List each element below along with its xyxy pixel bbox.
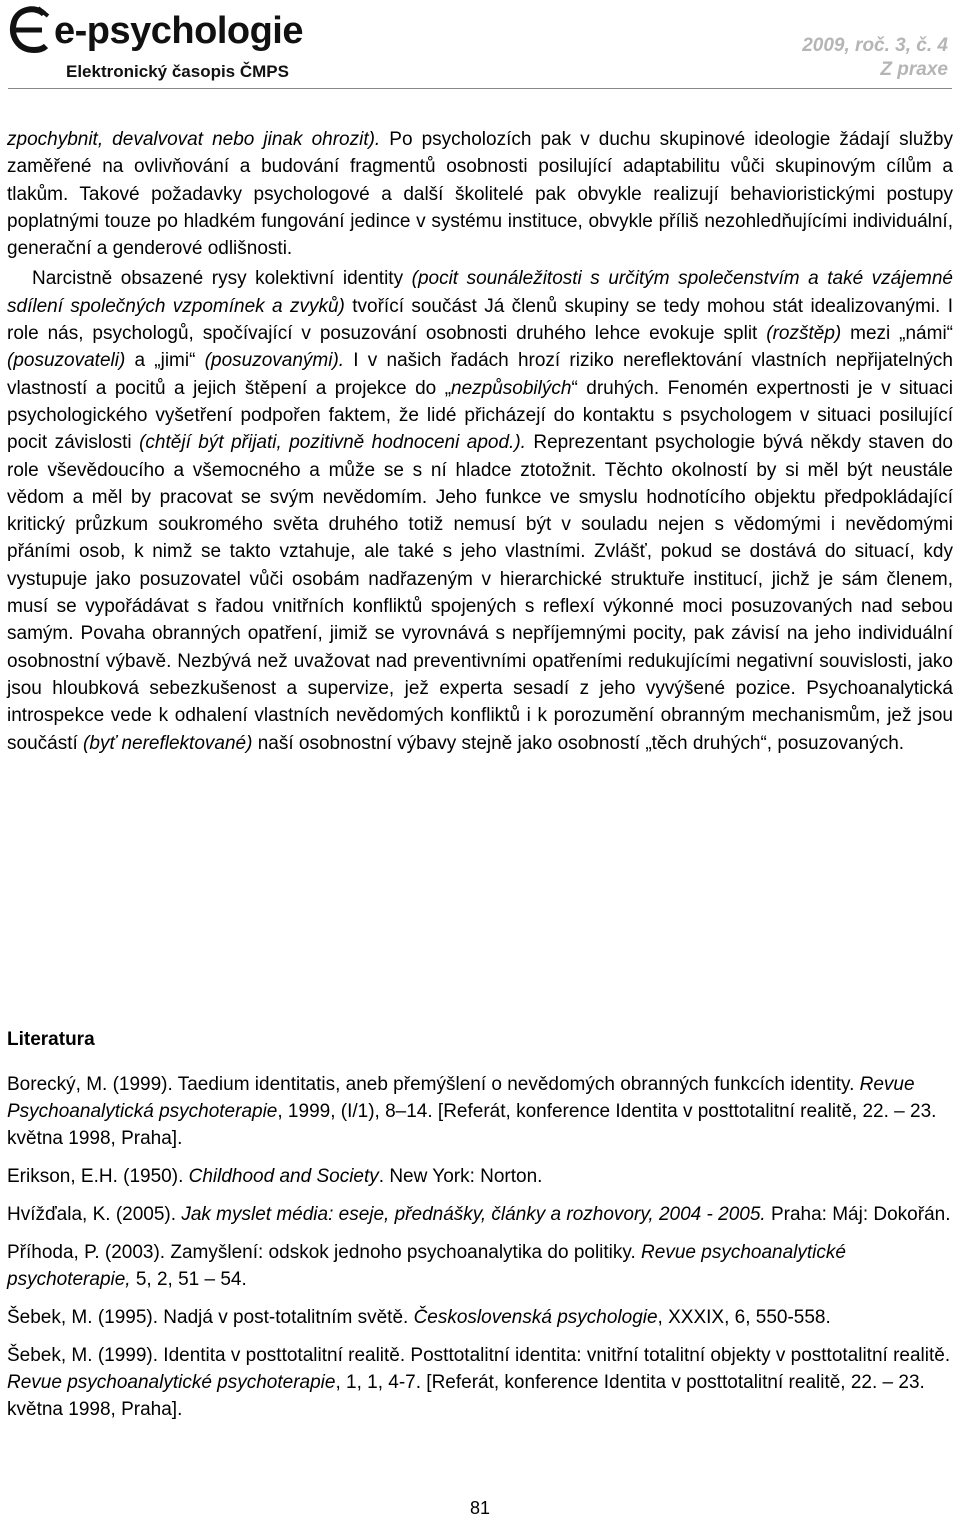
header-divider (8, 88, 952, 89)
italic-text: (byť nereflektované) (83, 732, 253, 754)
text-run: naší osobnostní výbavy stejně jako osobností „těch druhých“, posuzovaných. (252, 732, 905, 754)
italic-text: zpochybnit, devalvovat nebo jinak ohrozit). (7, 129, 381, 150)
text-run: I v našich řadách hrozí riziko nereflektování vlastních nepřijatelných vlastností a pocitů a jejich štěpení a projekce do „ (7, 350, 953, 399)
article-body (7, 126, 953, 757)
logo-subtitle: Elektronický časopis ČMPS (66, 62, 289, 81)
text-run: , 1999, (I/1), 8–14. [Referát, konference Identita v posttotalitní realitě, 22. – 23. května 1998, Praha]. (7, 1101, 937, 1149)
section-name: Z praxe (880, 59, 948, 80)
reference-entry (7, 1304, 953, 1331)
text-run: mezi „námi“ (841, 323, 953, 345)
issue-meta (802, 34, 948, 82)
paragraph (7, 126, 953, 262)
text-run: Příhoda, P. (2003). Zamyšlení: odskok jednoho psychoanalytika do politiky. (7, 1242, 642, 1263)
reference-entry (7, 1071, 953, 1152)
text-run: , XXXIX, 6, 550-558. (657, 1307, 831, 1328)
italic-text: (rozštěp) (766, 323, 842, 345)
text-run: Narcistně obsazené rysy kolektivní identity (32, 268, 412, 290)
italic-text: Československá psychologie (413, 1307, 658, 1328)
page-number: 81 (469, 1498, 491, 1518)
references-heading: Literatura (7, 1029, 95, 1050)
text-run: Šebek, M. (1995). Nadjá v post-totalitním světě. (7, 1307, 414, 1328)
logo-title: e-psychologie (54, 10, 303, 52)
issue-info: 2009, roč. 3, č. 4 (802, 35, 948, 56)
reference-entry (7, 1201, 953, 1228)
text-run: 5, 2, 51 – 54. (130, 1269, 247, 1290)
text-run: Praha: Máj: Dokořán. (765, 1204, 951, 1225)
italic-text: (posuzovanými). (204, 350, 345, 372)
paragraph (7, 265, 953, 756)
text-run: , 1, 1, 4-7. [Referát, konference Identita v posttotalitní realitě, 22. – 23. května 1998, Praha]. (7, 1372, 925, 1420)
reference-entry (7, 1163, 953, 1190)
italic-text: (chtějí být přijati, pozitivně hodnoceni apod.). (139, 432, 526, 454)
italic-text: Jak myslet média: eseje, přednášky, články a rozhovory, 2004 - 2005. (181, 1204, 766, 1225)
reference-entry (7, 1239, 953, 1293)
italic-text: Revue psychoanalytické psychoterapie (7, 1372, 336, 1393)
text-run: tvořící součást Já členů skupiny se tedy mohou stát idealizovanými. I role nás, psychologů, spočívající v posuzování osobnosti druhého lehce evokuje split (7, 295, 953, 345)
text-run: Borecký, M. (1999). Taedium identitatis, aneb přemýšlení o nevědomých obranných funkcích identity. (7, 1074, 860, 1095)
logo-e-mark-icon (8, 6, 52, 60)
text-run: “ druhých. Fenomén expertnosti je v situaci psychologického vyšetření podpořen faktem, že lidé přicházejí do kontaktu s psychologem v situaci posilující pocit závislosti (7, 377, 953, 454)
text-run: Reprezentant psychologie bývá někdy staven do role vševědoucího a všemocného a může se s ní hladce ztotožnit. Těchto okolností by si měl být neustále vědom a měl by pracovat se svým nevědomím. Jeho funkce ve smyslu hodnotícího objektu předpokládající kritický průzkum soukromého světa druhého totiž nemusí být v souladu nejen s vědomými i nevědomými přáními osob, k nimž se takto vztahuje, ale také s jeho vlastními. Zvlášť, pokud se dostává do situací, kdy vystupuje jako posuzovatel vůči osobám nadřazeným v hierarchické struktuře institucí, jichž je sám členem, musí se vypořádávat s řadou vnitřních konfliktů spojených s reflexí výkonné moci posuzovaných nad sebou samým. Povaha obranných opatření, jimiž se vyrovnává s nepříjemnými pocity, pak závisí na jeho individuální osobnostní výbavě. Nezbývá než uvažovat nad preventivními opatřeními redukujícími negativní souvislosti, jako jsou hloubková sebezkušenost a supervize, jež experta sesadí z jeho vyvýšené pozice. Psychoanalytická introspekce vede k odhalení vlastních nevědomých konfliktů i k porozumění obranným mechanismům, jež jsou součástí (7, 432, 953, 754)
text-run: Erikson, E.H. (1950). (7, 1166, 189, 1187)
italic-text: (posuzovateli) (7, 350, 126, 372)
text-run: Šebek, M. (1999). Identita v posttotalitní realitě. Posttotalitní identita: vnitřní totalitní objekty v posttotalitní realitě. (7, 1345, 951, 1366)
text-run: Hvížďala, K. (2005). (7, 1204, 182, 1225)
reference-entry (7, 1342, 953, 1423)
references-section (7, 1026, 953, 1434)
references-list (7, 1071, 953, 1423)
italic-text: Revue Psychoanalytická psychoterapie (7, 1074, 915, 1122)
italic-text: (pocit sounáležitosti s určitým společenstvím a také vzájemné sdílení společných vzpomínek a zvyků) (7, 268, 953, 317)
italic-text: nezpůsobilých (451, 377, 572, 399)
text-run: a „jimi“ (125, 350, 205, 372)
page-header (0, 0, 960, 90)
italic-text: Revue psychoanalytické psychoterapie, (7, 1242, 846, 1290)
text-run: . New York: Norton. (378, 1166, 543, 1187)
italic-text: Childhood and Society (188, 1166, 379, 1187)
text-run: Po psycholozích pak v duchu skupinové ideologie žádají služby zaměřené na ovlivňování a budování fragmentů osobnosti posilující adaptabilitu vůči skupinovým cílům a tlakům. Takové požadavky psychologové a další školitelé pak obvykle realizují behavioristickými postupy poplatnými touze po hladkém fungování jedince v systému instituce, obvykle příliš nezohledňujícími individuální, generační a genderové odlišnosti. (7, 129, 953, 260)
journal-logo (8, 6, 308, 82)
